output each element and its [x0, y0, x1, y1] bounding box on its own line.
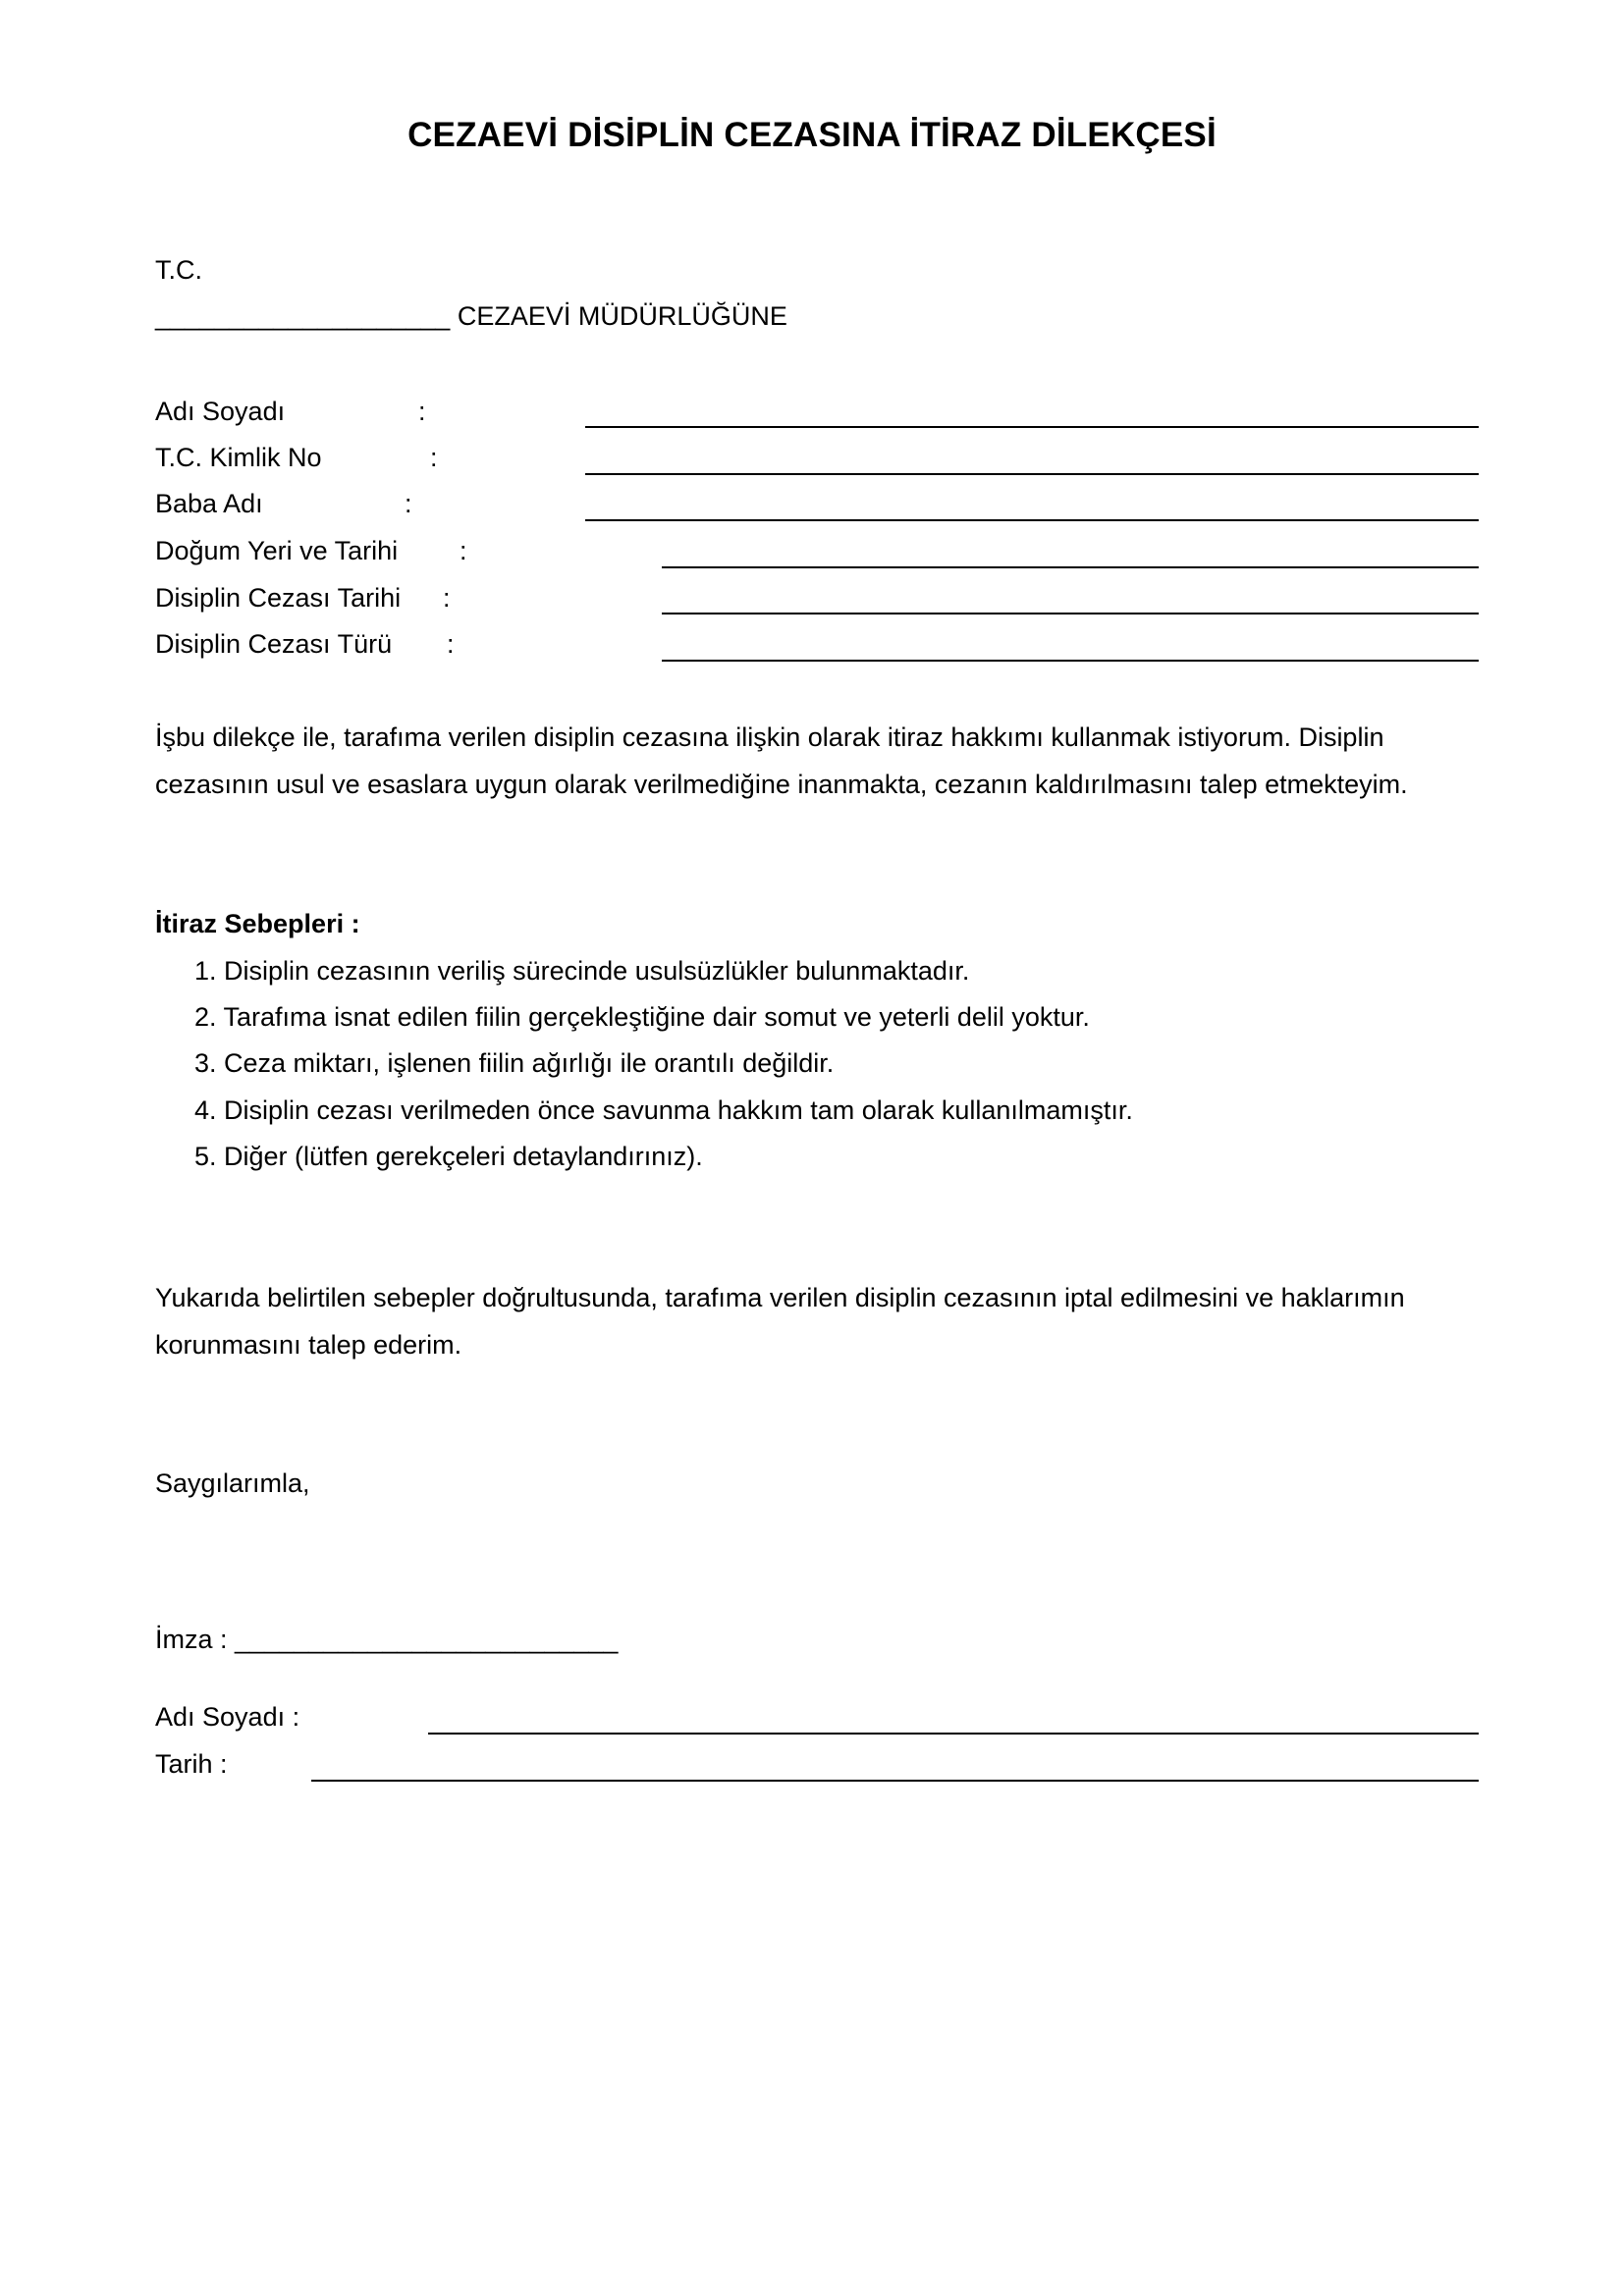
- tc-heading: T.C.: [155, 255, 203, 285]
- reason-item: 2. Tarafıma isnat edilen fiilin gerçekleştiğine dair somut ve yeterli delil yoktur.: [194, 1002, 1090, 1032]
- field-label-penalty-date: Disiplin Cezası Tarihi: [155, 583, 402, 613]
- field-blank-tc-no[interactable]: [585, 473, 1479, 475]
- field-colon: :: [443, 583, 451, 613]
- signature-blank[interactable]: __________________________: [235, 1625, 619, 1654]
- signer-name-label: Adı Soyadı :: [155, 1702, 300, 1732]
- reason-item: 1. Disiplin cezasının veriliş sürecinde usulsüzlükler bulunmaktadır.: [194, 956, 970, 986]
- addressee-line: [155, 300, 787, 332]
- field-colon: :: [447, 629, 455, 659]
- reason-item: 3. Ceza miktarı, işlenen fiilin ağırlığı ile orantılı değildir.: [194, 1048, 835, 1078]
- field-blank-penalty-date[interactable]: [662, 613, 1479, 614]
- field-label-tc-no: T.C. Kimlik No: [155, 443, 322, 472]
- signature-date-blank[interactable]: [311, 1780, 1479, 1782]
- intro-paragraph: İşbu dilekçe ile, tarafıma verilen disiplin cezasına ilişkin olarak itiraz hakkımı kullanmak istiyorum. Disiplin cezasının usul ve esaslara uygun olarak verilmediğine inanmakta, cezanın kaldırılmasını talep etmekteyim.: [155, 722, 1408, 799]
- field-label-name: Adı Soyadı: [155, 397, 286, 426]
- field-blank-father-name[interactable]: [585, 519, 1479, 521]
- salutation: Saygılarımla,: [155, 1468, 310, 1498]
- reason-item: 4. Disiplin cezası verilmeden önce savunma hakkım tam olarak kullanılmamıştır.: [194, 1095, 1133, 1125]
- signature-label: İmza :: [155, 1625, 228, 1654]
- reason-item: 5. Diğer (lütfen gerekçeleri detaylandırınız).: [194, 1142, 703, 1171]
- field-blank-name[interactable]: [585, 426, 1479, 428]
- field-colon: :: [430, 443, 438, 472]
- signature-date-label: Tarih :: [155, 1749, 228, 1779]
- signer-name-blank[interactable]: [428, 1733, 1479, 1735]
- field-blank-penalty-type[interactable]: [662, 660, 1479, 662]
- addressee-text: CEZAEVİ MÜDÜRLÜĞÜNE: [457, 301, 787, 331]
- reasons-heading: İtiraz Sebepleri :: [155, 909, 360, 938]
- field-colon: :: [405, 489, 412, 518]
- field-label-penalty-type: Disiplin Cezası Türü: [155, 629, 393, 659]
- document-title: CEZAEVİ DİSİPLİN CEZASINA İTİRAZ DİLEKÇESİ: [407, 116, 1217, 154]
- addressee-blank[interactable]: ____________________: [155, 301, 451, 331]
- field-colon: :: [418, 397, 426, 426]
- field-colon: :: [460, 536, 467, 565]
- signature-line: [155, 1624, 618, 1655]
- field-label-birth: Doğum Yeri ve Tarihi: [155, 536, 399, 565]
- field-blank-birth[interactable]: [662, 566, 1479, 568]
- field-label-father-name: Baba Adı: [155, 489, 263, 518]
- closing-paragraph: Yukarıda belirtilen sebepler doğrultusunda, tarafıma verilen disiplin cezasının iptal edilmesini ve haklarımın korunmasını talep ederim.: [155, 1283, 1405, 1360]
